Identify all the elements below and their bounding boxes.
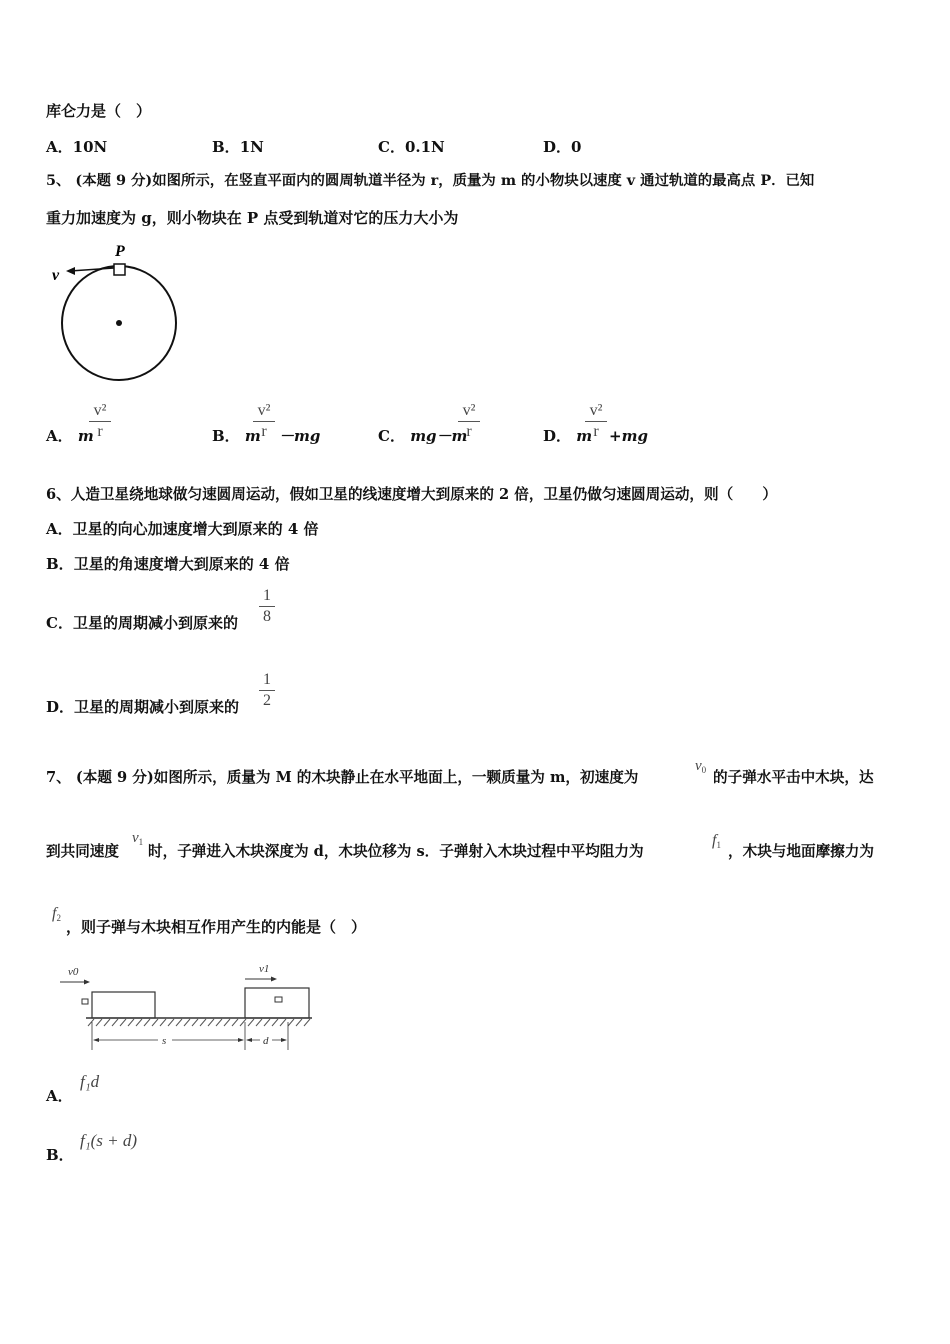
numerator: v²: [589, 402, 603, 419]
q7-bullet-block-figure: [52, 960, 317, 1055]
q6-stem: 6、人造卫星绕地球做匀速圆周运动，假如卫星的线速度增大到原来的 2 倍，卫星仍做匀速圆周运动，则（ ）: [46, 486, 777, 503]
q5-stem-line2: 重力加速度为 g，则小物块在 P 点受到轨道对它的压力大小为: [46, 209, 459, 227]
fraction-bar: [259, 606, 275, 607]
option-prefix: m: [576, 427, 593, 445]
v0-arrow-head: [84, 980, 90, 985]
f-symbol: f: [712, 832, 717, 849]
numerator: 1: [263, 671, 271, 688]
denominator: 2: [263, 692, 271, 709]
option-label: B．: [46, 555, 74, 573]
q7-stem-line1-end: 的子弹水平击中木块，达: [713, 769, 874, 786]
denominator: r: [261, 423, 267, 440]
denominator: r: [466, 423, 472, 440]
q6-c-fraction: [259, 587, 275, 626]
option-prefix: mg－m: [410, 427, 468, 445]
fraction-bar: [585, 421, 607, 422]
velocity-arrow: [70, 268, 114, 271]
option-label: A．: [46, 427, 73, 445]
option-text: 卫星的周期减小到原来的: [74, 698, 240, 716]
q5-option-c[interactable]: [378, 426, 467, 446]
v-symbol: v: [132, 830, 139, 846]
q4-stem-tail: 库仑力是（ ）: [46, 102, 152, 120]
q5-stem-line1: 5、 (本题 9 分)如图所示，在竖直平面内的圆周轨道半径为 r，质量为 m 的小物块以速度 v 通过轨道的最高点 P．已知: [46, 172, 815, 189]
q6-option-b[interactable]: [46, 554, 290, 574]
option-text: 0: [571, 138, 582, 156]
v-symbol: v: [695, 758, 702, 774]
fraction-bar: [458, 421, 480, 422]
q7-option-a[interactable]: A．: [46, 1087, 73, 1105]
q4-option-d[interactable]: [543, 137, 581, 157]
subscript: 1: [138, 837, 144, 847]
option-prefix: m: [244, 427, 261, 445]
option-text: 卫星的周期减小到原来的: [72, 614, 238, 632]
denominator: r: [593, 423, 599, 440]
v1-label: v1: [259, 963, 270, 975]
ground-hatching: [88, 1019, 310, 1026]
numerator: 1: [263, 587, 271, 604]
bullet: [82, 999, 88, 1004]
option-label: C．: [378, 138, 405, 156]
q6-option-d[interactable]: [46, 697, 239, 717]
q7-stem-line2-start: 到共同速度: [46, 843, 119, 860]
subscript: 0: [701, 765, 707, 775]
option-label: C．: [378, 427, 405, 445]
numerator: v²: [257, 402, 271, 419]
v1-arrow-head: [271, 977, 277, 982]
arrow-head: [66, 267, 75, 275]
subscript: 2: [56, 913, 61, 923]
q5-circle-figure: [46, 238, 186, 388]
q5-d-suffix: +mg: [609, 427, 648, 445]
option-text: 卫星的角速度增大到原来的 4 倍: [73, 555, 290, 573]
q5-c-fraction: [458, 402, 480, 441]
option-text: 10N: [72, 138, 108, 156]
point-p-label: P: [115, 243, 125, 260]
option-label: D．: [543, 427, 572, 445]
small-block: [114, 264, 125, 275]
q5-b-suffix: －mg: [279, 427, 321, 445]
numerator: v²: [93, 402, 107, 419]
q5-b-fraction: [253, 402, 275, 441]
option-label: C．: [46, 614, 73, 632]
q7-a-expression: f₁d: [80, 1072, 100, 1091]
option-label: A．: [46, 138, 73, 156]
option-text: 卫星的向心加速度增大到原来的 4 倍: [72, 520, 319, 538]
option-prefix: m: [77, 427, 94, 445]
v0-label: v0: [68, 966, 79, 978]
block-end: [245, 988, 309, 1018]
subscript: 1: [716, 840, 721, 850]
q5-option-a[interactable]: [46, 426, 94, 446]
option-text: 1N: [239, 138, 264, 156]
numerator: v²: [462, 402, 476, 419]
q7-v0-symbol: [695, 758, 706, 775]
q7-stem-line2-end: ，木块与地面摩擦力为: [728, 843, 874, 860]
q7-f2-symbol: [52, 905, 61, 923]
denominator: 8: [263, 608, 271, 625]
q7-stem-line1: 7、 (本题 9 分)如图所示，质量为 M 的木块静止在水平地面上，一颗质量为 m，初速度为: [46, 769, 639, 786]
q5-d-fraction: [585, 402, 607, 441]
q5-a-fraction: [89, 402, 111, 441]
block-start: [92, 992, 155, 1018]
q6-d-fraction: [259, 671, 275, 710]
q7-f1-symbol: [712, 832, 721, 850]
center-dot: [116, 320, 122, 326]
fraction-bar: [253, 421, 275, 422]
denominator: r: [97, 423, 103, 440]
q7-stem-line3: ，则子弹与木块相互作用产生的内能是（ ）: [66, 918, 367, 936]
q4-option-c[interactable]: [378, 137, 445, 157]
option-label: D．: [543, 138, 572, 156]
f-symbol: f: [52, 905, 57, 922]
embedded-bullet: [275, 997, 282, 1002]
q7-v1-symbol: [132, 830, 143, 847]
option-label: B．: [212, 138, 240, 156]
option-text: 0.1N: [404, 138, 445, 156]
option-label: B．: [212, 427, 240, 445]
q4-option-b[interactable]: [212, 137, 264, 157]
q6-option-a[interactable]: [46, 519, 319, 539]
q7-stem-line2-mid: 时，子弹进入木块深度为 d，木块位移为 s．子弹射入木块过程中平均阻力为: [148, 843, 644, 860]
fraction-bar: [259, 690, 275, 691]
q6-option-c[interactable]: [46, 613, 238, 633]
velocity-label: v: [52, 267, 60, 284]
q7-option-b[interactable]: B．: [46, 1146, 74, 1164]
s-label: s: [162, 1035, 167, 1047]
d-label: d: [263, 1035, 269, 1047]
q4-option-a[interactable]: [46, 137, 107, 157]
option-label: D．: [46, 698, 75, 716]
q7-b-expression: f₁(s + d): [80, 1131, 138, 1150]
fraction-bar: [89, 421, 111, 422]
option-label: A．: [46, 520, 73, 538]
